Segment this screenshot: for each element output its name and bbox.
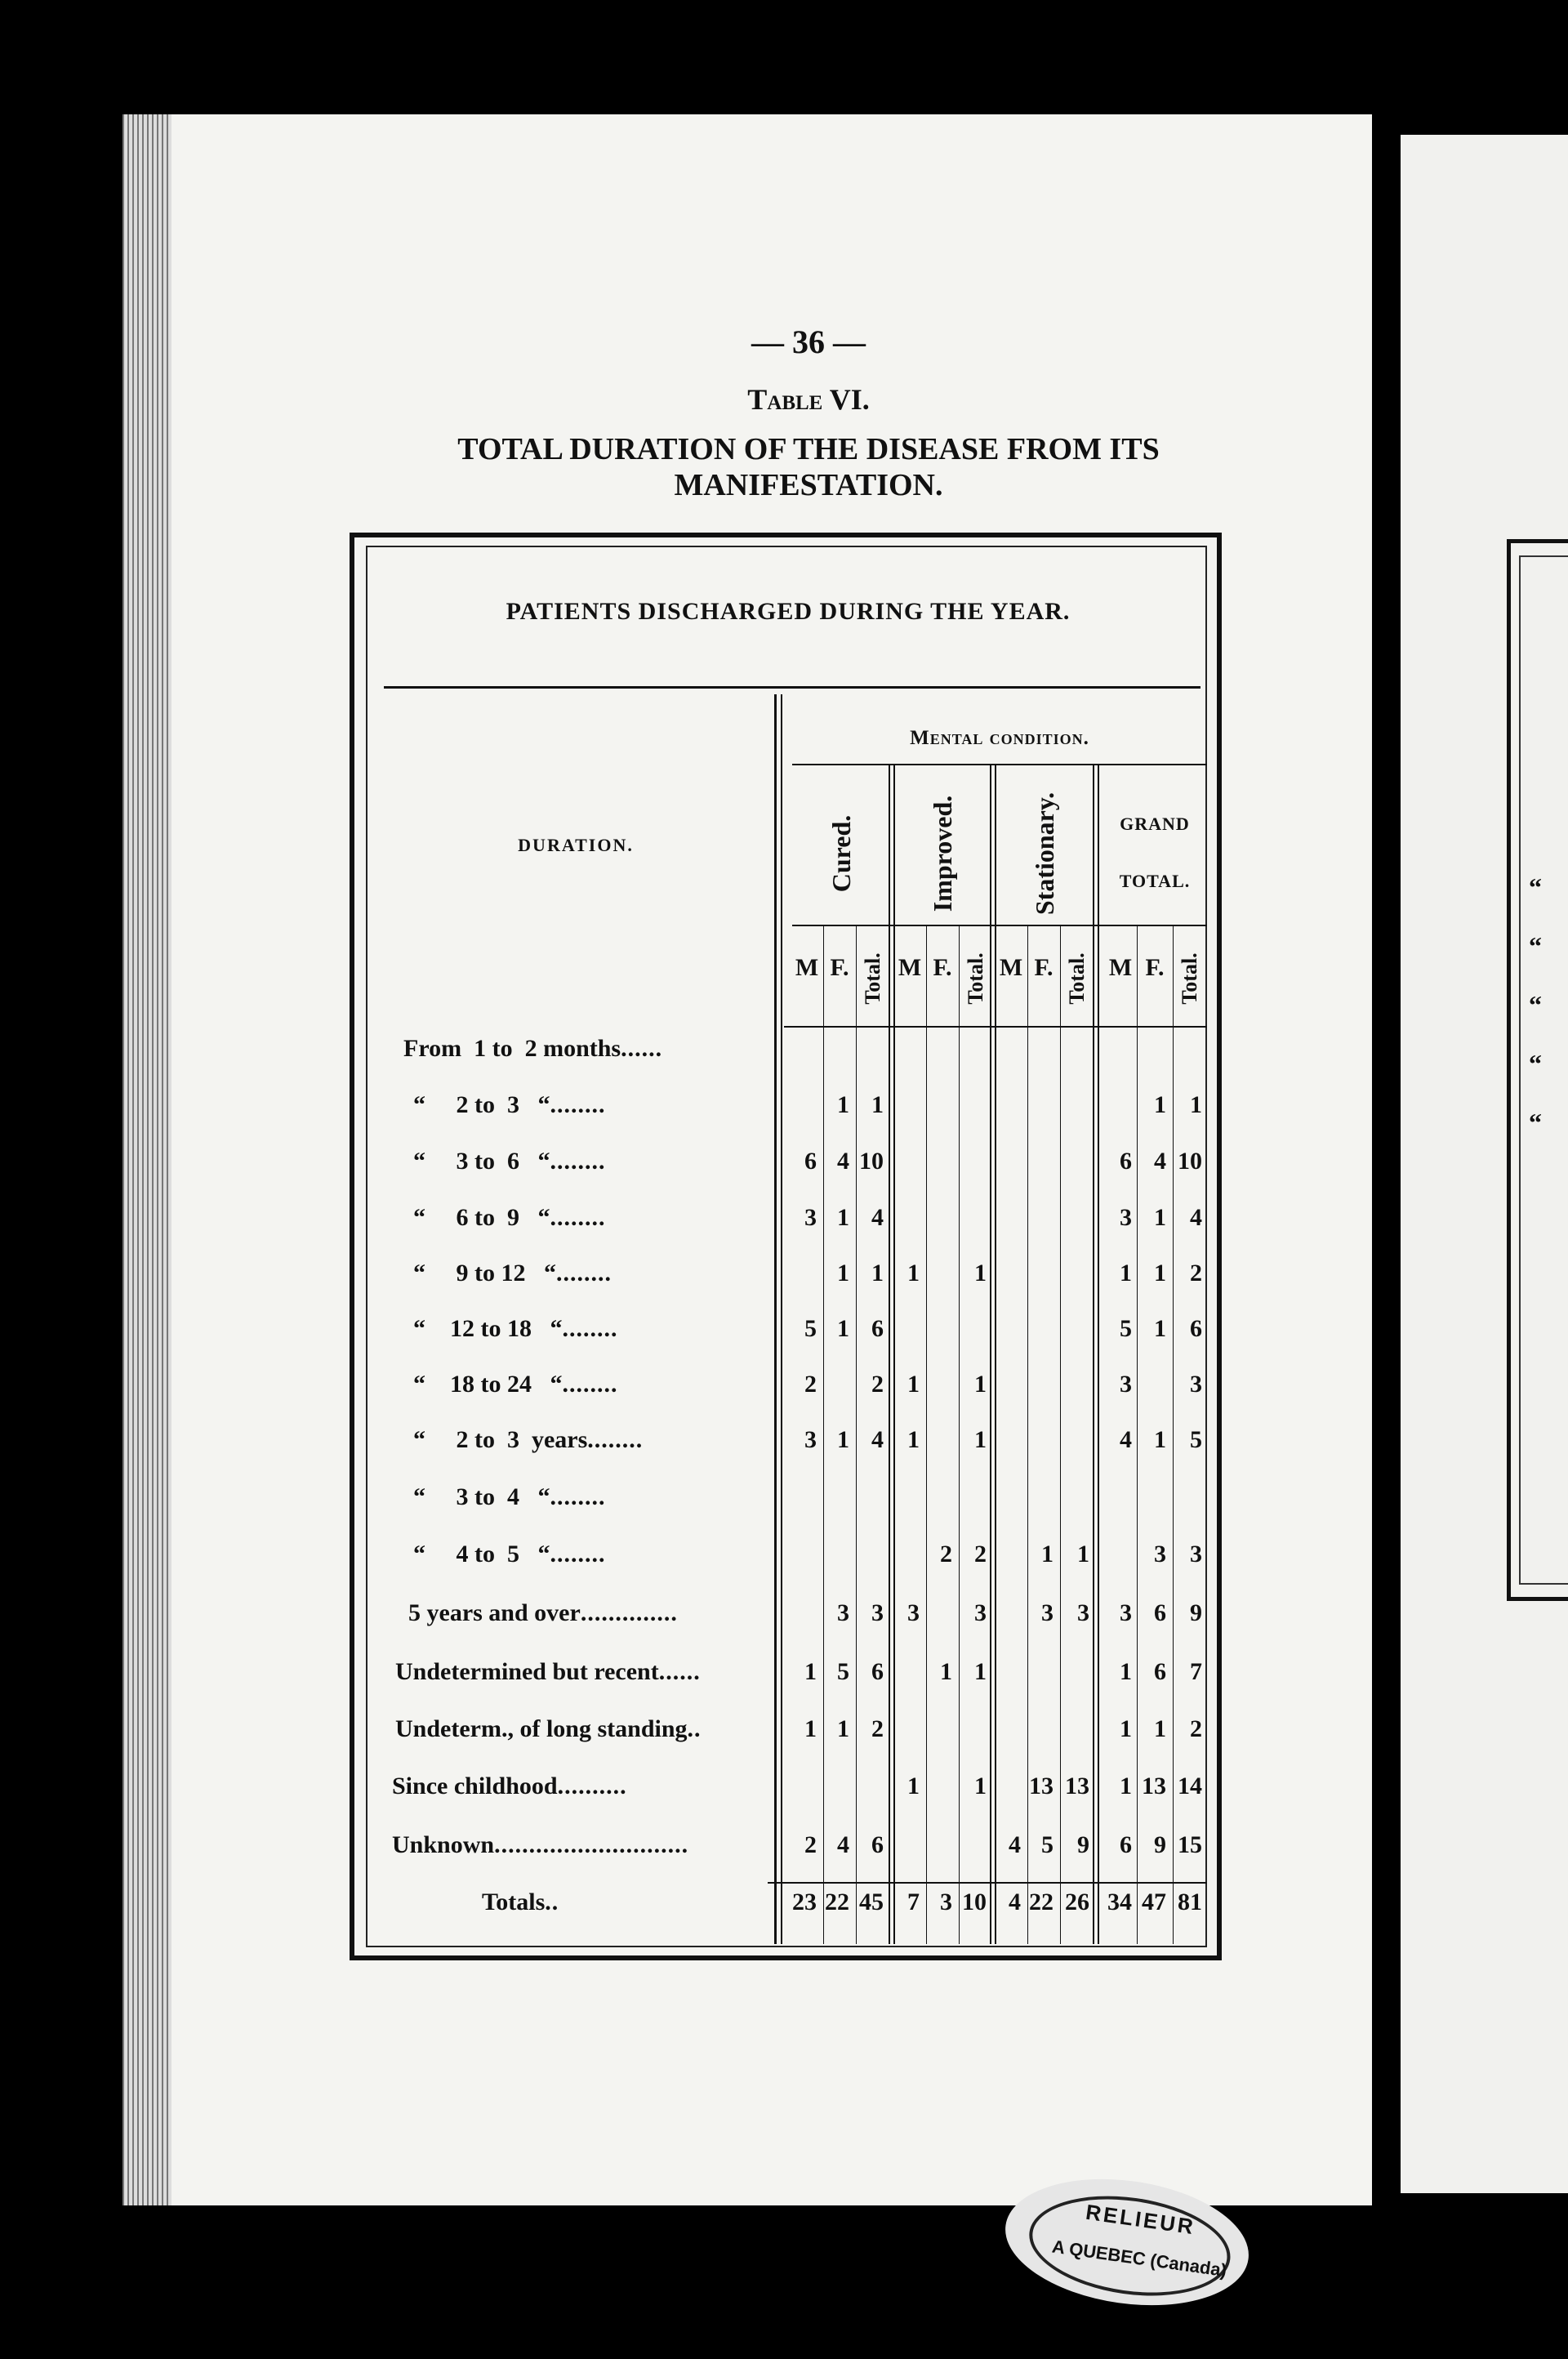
row-label-text: “ 2 to 3 “ [413, 1091, 550, 1118]
table-cell: 9 [1077, 1831, 1089, 1858]
table-cell: 2 [1190, 1715, 1202, 1742]
section-title: PATIENTS DISCHARGED DURING THE YEAR. [506, 598, 1071, 625]
table-cell: 3 [940, 1889, 952, 1915]
table-cell: 1 [974, 1260, 987, 1287]
leader-dots: ........ [550, 1091, 606, 1118]
table-cell: 2 [940, 1541, 952, 1567]
table-cell: 1 [974, 1371, 987, 1398]
table-cell: 1 [974, 1426, 987, 1453]
row-label [413, 1483, 606, 1511]
column-group-rule [1098, 765, 1099, 1944]
ditto-mark: “ [1529, 872, 1542, 902]
table-cell: 1 [1154, 1204, 1166, 1231]
table-cell: 13 [1142, 1773, 1166, 1799]
table-cell: 1 [837, 1204, 849, 1231]
table-cell: 13 [1029, 1773, 1054, 1799]
table-title [368, 431, 1250, 503]
row-label [413, 1315, 618, 1343]
table-cell: 2 [974, 1541, 987, 1567]
row-label-text: “ 2 to 3 years [413, 1426, 588, 1453]
row-label [413, 1260, 612, 1287]
row-label [413, 1204, 606, 1232]
table-cell: 1 [837, 1715, 849, 1742]
table-cell: 3 [837, 1599, 849, 1626]
duration-column-rule [774, 694, 777, 1944]
table-cell: 15 [1178, 1831, 1202, 1858]
leader-dots: ...... [658, 1658, 701, 1685]
table-cell: 14 [1178, 1773, 1202, 1799]
subheader-total: Total. [1065, 952, 1089, 1005]
table-cell: 23 [792, 1889, 817, 1915]
leader-dots: ........ [550, 1483, 606, 1510]
opposite-page-table-inner-frame [1519, 555, 1568, 1585]
row-label [413, 1541, 606, 1568]
table-cell: 3 [1041, 1599, 1054, 1626]
opposite-page-marks [1529, 858, 1542, 1152]
table-cell: 1 [907, 1260, 920, 1287]
table-cell: 4 [1120, 1426, 1132, 1453]
table-cell: 6 [871, 1658, 884, 1685]
ditto-mark: “ [1529, 990, 1542, 1019]
row-label-text: “ 3 to 4 “ [413, 1483, 550, 1510]
table-cell: 6 [804, 1148, 817, 1175]
table-cell: 3 [1077, 1599, 1089, 1626]
subheader-male: M [795, 954, 819, 981]
table-cell: 3 [1154, 1541, 1166, 1567]
group-rule [792, 764, 1207, 765]
ditto-mark: “ [1529, 1049, 1542, 1078]
table-title-line: TOTAL DURATION OF THE DISEASE FROM ITS [457, 432, 1160, 466]
subheader-total: Total. [1178, 952, 1201, 1005]
table-cell: 6 [871, 1831, 884, 1858]
table-cell: 1 [837, 1260, 849, 1287]
table-cell: 1 [1154, 1260, 1166, 1287]
row-label-text: “ 9 to 12 “ [413, 1260, 556, 1287]
table-cell: 1 [837, 1315, 849, 1342]
table-cell: 1 [1120, 1715, 1132, 1742]
table-cell: 2 [804, 1831, 817, 1858]
table-cell: 1 [1154, 1715, 1166, 1742]
row-label-text: 5 years and over [408, 1599, 581, 1626]
totals-rule [768, 1882, 1207, 1884]
row-label [413, 1091, 606, 1119]
row-label-text: Since childhood [392, 1773, 558, 1799]
table-cell: 1 [1154, 1091, 1166, 1118]
table-cell: 1 [907, 1773, 920, 1799]
totals-row-label [482, 1889, 559, 1916]
table-cell: 5 [1190, 1426, 1202, 1453]
leader-dots: ........ [556, 1260, 612, 1287]
stamp-text: A QUEBEC (Canada) [1050, 2236, 1228, 2281]
duration-header: DURATION. [518, 835, 634, 855]
row-label [413, 1426, 643, 1454]
row-label-text: Totals [482, 1889, 546, 1915]
subheader-female: F. [1145, 954, 1165, 981]
table-cell: 5 [804, 1315, 817, 1342]
table-cell: 1 [804, 1658, 817, 1685]
column-group-rule [893, 765, 895, 1944]
header-rule [384, 686, 1200, 689]
leader-dots: .. [545, 1889, 559, 1915]
row-label-text: Undeterm., of long standing [395, 1715, 688, 1742]
table-cell: 81 [1178, 1889, 1202, 1915]
table-cell: 1 [1120, 1260, 1132, 1287]
table-cell: 1 [907, 1371, 920, 1398]
table-cell: 6 [1120, 1831, 1132, 1858]
table-cell: 45 [859, 1889, 884, 1915]
row-label [413, 1371, 618, 1398]
table-cell: 3 [1120, 1371, 1132, 1398]
table-cell: 3 [907, 1599, 920, 1626]
table-cell: 2 [871, 1371, 884, 1398]
column-group-rule [889, 765, 890, 1944]
table-title-line: MANIFESTATION. [674, 468, 943, 502]
leader-dots: ........ [550, 1541, 606, 1567]
row-label-text: “ 12 to 18 “ [413, 1315, 563, 1342]
row-label [408, 1599, 678, 1627]
stationary-header: Stationary. [1030, 792, 1059, 916]
table-cell: 1 [1120, 1658, 1132, 1685]
table-cell: 6 [1190, 1315, 1202, 1342]
row-label [395, 1658, 701, 1686]
leader-dots: ...... [621, 1035, 663, 1062]
table-cell: 1 [907, 1426, 920, 1453]
grand-total-header: GRAND [1120, 814, 1190, 834]
table-cell: 9 [1190, 1599, 1202, 1626]
leader-dots: .......... [557, 1773, 627, 1799]
row-label-text: “ 6 to 9 “ [413, 1204, 550, 1231]
improved-header: Improved. [928, 795, 957, 912]
row-label-text: “ 3 to 6 “ [413, 1148, 550, 1175]
table-cell: 5 [837, 1658, 849, 1685]
table-cell: 6 [871, 1315, 884, 1342]
table-cell: 9 [1154, 1831, 1166, 1858]
table-cell: 7 [907, 1889, 920, 1915]
table-number: Table VI. [747, 383, 870, 416]
table-cell: 10 [859, 1148, 884, 1175]
column-group-rule [995, 765, 996, 1944]
table-cell: 1 [1190, 1091, 1202, 1118]
table-cell: 1 [837, 1091, 849, 1118]
column-rule [926, 926, 927, 1944]
mental-condition-header: Mental condition. [910, 727, 1089, 749]
table-cell: 1 [871, 1091, 884, 1118]
page-edge [122, 114, 172, 2205]
column-group-rule [990, 765, 991, 1944]
table-cell: 4 [1190, 1204, 1202, 1231]
table-cell: 10 [962, 1889, 987, 1915]
table-cell: 4 [1154, 1148, 1166, 1175]
row-label-text: Undetermined but recent [395, 1658, 659, 1685]
table-cell: 3 [1120, 1204, 1132, 1231]
table-cell: 26 [1065, 1889, 1089, 1915]
table-cell: 3 [804, 1426, 817, 1453]
table-cell: 7 [1190, 1658, 1202, 1685]
table-cell: 1 [1154, 1426, 1166, 1453]
table-cell: 1 [974, 1658, 987, 1685]
row-label-text: From 1 to 2 months [403, 1035, 621, 1062]
subheader-male: M [999, 954, 1023, 981]
row-label [392, 1773, 627, 1800]
leader-dots: ........ [562, 1315, 618, 1342]
leader-dots: ........ [587, 1426, 644, 1453]
column-group-rule [1093, 765, 1094, 1944]
subheader-total: Total. [964, 952, 987, 1005]
table-cell: 2 [1190, 1260, 1202, 1287]
table-cell: 4 [837, 1831, 849, 1858]
table-cell: 3 [1190, 1541, 1202, 1567]
table-cell: 6 [1120, 1148, 1132, 1175]
row-label [403, 1035, 662, 1063]
table-cell: 4 [871, 1426, 884, 1453]
subheader-male: M [898, 954, 922, 981]
table-cell: 47 [1142, 1889, 1166, 1915]
table-cell: 3 [871, 1599, 884, 1626]
table-cell: 4 [837, 1148, 849, 1175]
table-cell: 10 [1178, 1148, 1202, 1175]
table-cell: 2 [871, 1715, 884, 1742]
row-label [413, 1148, 606, 1175]
table-cell: 1 [1154, 1315, 1166, 1342]
table-cell: 4 [871, 1204, 884, 1231]
table-cell: 1 [1120, 1773, 1132, 1799]
table-cell: 1 [1077, 1541, 1089, 1567]
table-cell: 2 [804, 1371, 817, 1398]
table-cell: 6 [1154, 1599, 1166, 1626]
table-cell: 22 [825, 1889, 849, 1915]
subheader-female: F. [830, 954, 849, 981]
row-label-text: “ 18 to 24 “ [413, 1371, 563, 1398]
table-cell: 3 [974, 1599, 987, 1626]
grand-total-header: TOTAL. [1119, 871, 1191, 891]
table-cell: 1 [804, 1715, 817, 1742]
table-cell: 6 [1154, 1658, 1166, 1685]
ditto-mark: “ [1529, 1108, 1542, 1137]
row-label [395, 1715, 702, 1743]
row-label [392, 1831, 688, 1859]
row-label-text: “ 4 to 5 “ [413, 1541, 550, 1567]
page-number: — 36 — [751, 323, 866, 360]
table-cell: 4 [1009, 1831, 1021, 1858]
subheader-total: Total. [861, 952, 884, 1005]
stamp-text: RELIEUR [1084, 2199, 1197, 2240]
table-cell: 3 [1120, 1599, 1132, 1626]
leader-dots: ........ [550, 1148, 606, 1175]
table-cell: 4 [1009, 1889, 1021, 1915]
table-cell: 22 [1029, 1889, 1054, 1915]
subheader-female: F. [1034, 954, 1054, 981]
table-cell: 3 [1190, 1371, 1202, 1398]
leader-dots: ........ [550, 1204, 606, 1231]
leader-dots: .. [687, 1715, 702, 1742]
table-cell: 1 [871, 1260, 884, 1287]
table-cell: 1 [1041, 1541, 1054, 1567]
table-cell: 5 [1041, 1831, 1054, 1858]
table-cell: 3 [804, 1204, 817, 1231]
table-cell: 5 [1120, 1315, 1132, 1342]
table-cell: 1 [974, 1773, 987, 1799]
table-cell: 13 [1065, 1773, 1089, 1799]
leader-dots: ............................ [494, 1831, 689, 1858]
ditto-mark: “ [1529, 931, 1542, 961]
table-cell: 34 [1107, 1889, 1132, 1915]
subheader-male: M [1108, 954, 1133, 981]
table-cell: 1 [837, 1426, 849, 1453]
cured-header: Cured. [826, 814, 856, 893]
subheader-female: F. [933, 954, 952, 981]
leader-dots: ........ [562, 1371, 618, 1398]
table-cell: 1 [940, 1658, 952, 1685]
row-label-text: Unknown [392, 1831, 495, 1858]
leader-dots: .............. [580, 1599, 678, 1626]
